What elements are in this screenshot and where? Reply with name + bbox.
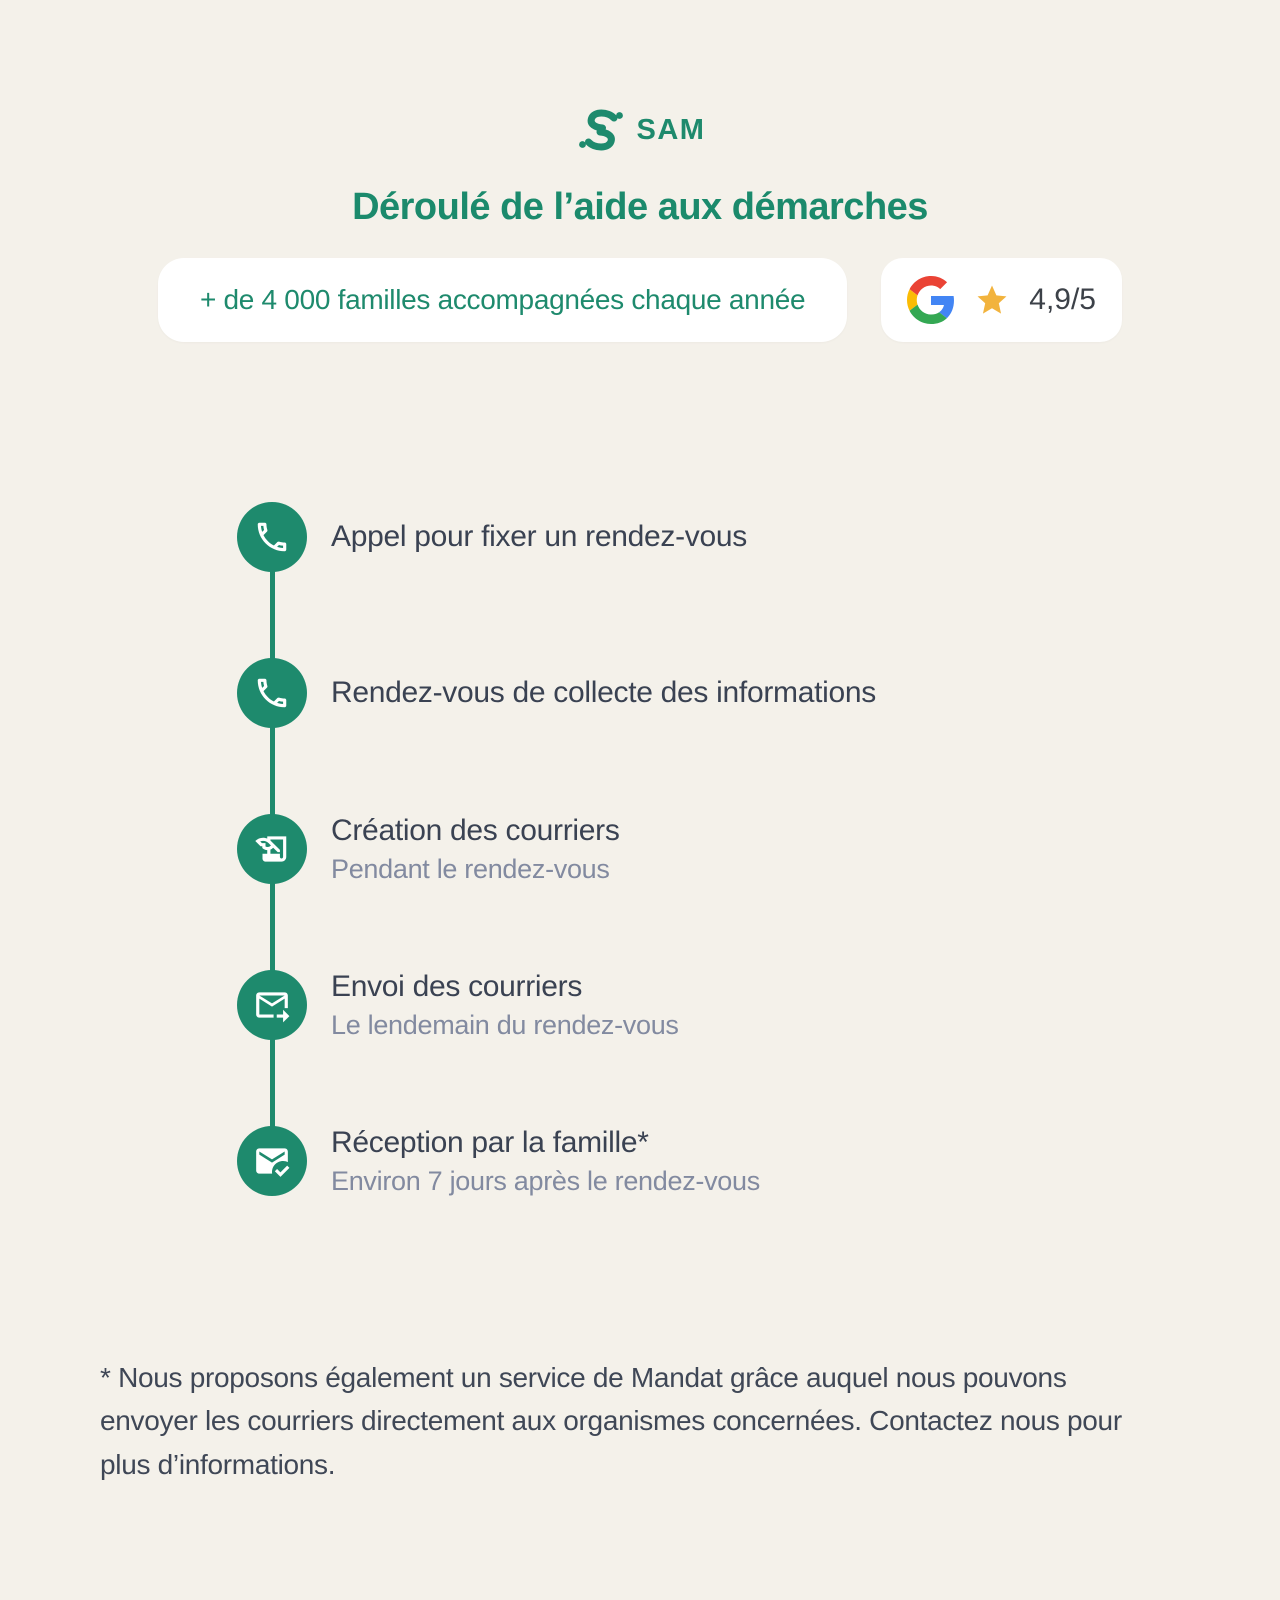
- timeline-step: [237, 502, 1037, 572]
- step-title: Appel pour fixer un rendez-vous: [331, 520, 747, 553]
- step-title: Réception par la famille*: [331, 1125, 649, 1159]
- timeline-step: [237, 814, 1037, 884]
- timeline-steps: [237, 502, 1037, 1196]
- phone-icon: [237, 658, 307, 728]
- step-text: [331, 970, 679, 1041]
- families-badge-text: + de 4 000 familles accompagnées chaque année: [199, 284, 806, 315]
- families-badge: [158, 258, 847, 342]
- step-subtitle: Pendant le rendez-vous: [331, 853, 610, 884]
- star-icon: [975, 283, 1009, 317]
- step-subtitle: Le lendemain du rendez-vous: [331, 1009, 679, 1040]
- quill-letter-icon: [237, 814, 307, 884]
- mail-received-icon: [237, 1126, 307, 1196]
- step-text: [331, 1126, 760, 1197]
- google-rating-badge: [881, 258, 1122, 342]
- footnote-text: * Nous proposons également un service de Mandat grâce auquel nous pouvons envoyer les courriers directement aux organismes concernées. Contactez nous pour plus d’informations.: [100, 1362, 1122, 1480]
- google-rating-value: 4,9/5: [1029, 283, 1096, 316]
- step-title: Envoi des courriers: [331, 969, 583, 1003]
- mail-send-icon: [237, 970, 307, 1040]
- step-subtitle: Environ 7 jours après le rendez-vous: [331, 1165, 760, 1196]
- step-title: Création des courriers: [331, 813, 620, 847]
- step-title: Rendez-vous de collecte des informations: [331, 676, 876, 709]
- sam-logo-text: SAM: [636, 113, 706, 146]
- step-text: [331, 676, 876, 710]
- google-g-icon: [907, 276, 955, 324]
- step-text: [331, 814, 620, 885]
- timeline-step: [237, 1126, 1037, 1196]
- sam-logo: [0, 104, 1280, 156]
- sam-swirl-icon: [575, 104, 627, 156]
- timeline-step: [237, 658, 1037, 728]
- timeline-step: [237, 970, 1037, 1040]
- badges-row: [0, 258, 1280, 342]
- phone-icon: [237, 502, 307, 572]
- timeline: [237, 502, 1037, 1196]
- step-text: [331, 520, 747, 554]
- page-title: Déroulé de l’aide aux démarches: [352, 186, 928, 228]
